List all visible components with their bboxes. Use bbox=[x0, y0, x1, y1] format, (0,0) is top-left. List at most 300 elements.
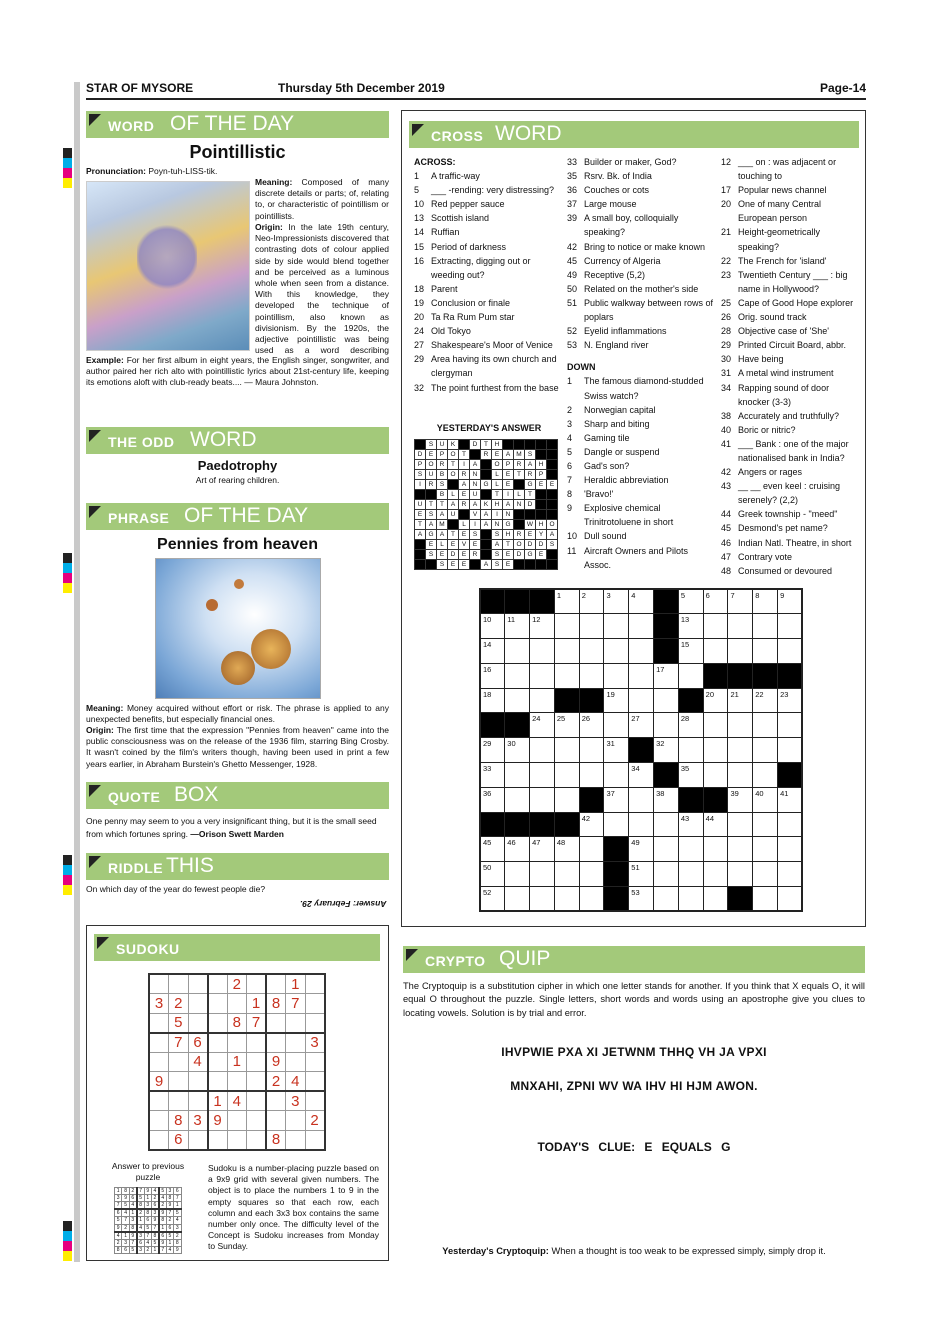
sudoku-cell: 5 bbox=[151, 1239, 158, 1246]
crossword-cell[interactable] bbox=[728, 887, 753, 912]
crossword-cell[interactable] bbox=[778, 862, 803, 887]
yesterday-cell: T bbox=[426, 500, 437, 510]
sudoku-cell: 4 bbox=[122, 1209, 129, 1217]
sudoku-cell bbox=[286, 1033, 306, 1053]
yesterday-cell: A bbox=[481, 560, 492, 570]
sudoku-cell bbox=[247, 1072, 267, 1092]
sudoku-cell bbox=[305, 994, 325, 1014]
crossword-cell[interactable]: 12 bbox=[530, 614, 555, 639]
crossword-cell[interactable]: 21 bbox=[728, 688, 753, 713]
color-mark bbox=[63, 855, 72, 895]
crossword-cell[interactable] bbox=[629, 787, 654, 812]
crossword-cell[interactable] bbox=[579, 614, 604, 639]
phrase-band: PHRASE OF THE DAY bbox=[86, 503, 389, 530]
crossword-cell[interactable]: 2 bbox=[579, 589, 604, 614]
crossword-cell[interactable] bbox=[753, 738, 778, 763]
crossword-cell[interactable] bbox=[753, 887, 778, 912]
crossword-cell[interactable] bbox=[480, 713, 505, 738]
crossword-cell[interactable] bbox=[505, 639, 530, 664]
crossword-cell[interactable] bbox=[703, 862, 728, 887]
crossword-cell[interactable]: 19 bbox=[604, 688, 629, 713]
clue-item: 35 Rsrv. Bk. of India bbox=[567, 171, 652, 182]
crossword-cell[interactable] bbox=[753, 763, 778, 788]
sudoku-cell bbox=[266, 974, 286, 994]
crossword-cell[interactable]: 28 bbox=[678, 713, 703, 738]
sudoku-cell bbox=[247, 974, 267, 994]
yesterday-cell: N bbox=[514, 500, 525, 510]
yesterday-cell bbox=[503, 440, 514, 450]
yesterday-cell bbox=[514, 520, 525, 530]
sudoku-cell bbox=[305, 1052, 325, 1072]
crossword-cell[interactable] bbox=[530, 589, 555, 614]
crossword-cell[interactable] bbox=[579, 763, 604, 788]
crossword-cell[interactable] bbox=[604, 887, 629, 912]
yesterday-cell: N bbox=[492, 520, 503, 530]
crossword-cell[interactable]: 46 bbox=[505, 837, 530, 862]
clue-item: 45 Currency of Algeria bbox=[567, 255, 661, 266]
crossword-cell[interactable] bbox=[505, 887, 530, 912]
cryptoquip-line-1: IHVPWIE PXA XI JETWNM THHQ VH JA VPXI bbox=[501, 1045, 767, 1059]
crossword-cell[interactable] bbox=[753, 862, 778, 887]
clue-item: 48 Consumed or devoured bbox=[721, 565, 833, 576]
yesterday-cell: A bbox=[448, 500, 459, 510]
crossword-cell[interactable] bbox=[505, 787, 530, 812]
sudoku-cell bbox=[169, 1091, 189, 1111]
crossword-cell[interactable] bbox=[554, 862, 579, 887]
crossword-cell[interactable] bbox=[778, 763, 803, 788]
crossword-cell[interactable] bbox=[530, 787, 555, 812]
sudoku-cell bbox=[208, 1052, 228, 1072]
crossword-cell[interactable] bbox=[629, 639, 654, 664]
crossword-cell[interactable] bbox=[505, 688, 530, 713]
crossword-cell[interactable]: 13 bbox=[678, 614, 703, 639]
yesterday-cell: G bbox=[481, 480, 492, 490]
clue-item: 6 Gad's son? bbox=[567, 460, 630, 471]
crossword-cell[interactable] bbox=[728, 738, 753, 763]
crossword-cell[interactable] bbox=[753, 812, 778, 837]
yesterday-cell: T bbox=[448, 460, 459, 470]
yesterday-cell: E bbox=[437, 550, 448, 560]
crossword-cell[interactable] bbox=[703, 614, 728, 639]
yesterday-cell: E bbox=[492, 450, 503, 460]
yesterday-cell: E bbox=[503, 480, 514, 490]
crossword-cell[interactable]: 30 bbox=[505, 738, 530, 763]
sudoku-cell: 7 bbox=[122, 1217, 129, 1224]
crossword-cell[interactable]: 50 bbox=[480, 862, 505, 887]
sudoku-cell: 1 bbox=[151, 1246, 158, 1253]
sudoku-cell: 9 bbox=[129, 1232, 136, 1240]
crossword-cell[interactable]: 6 bbox=[703, 589, 728, 614]
crossword-cell[interactable] bbox=[604, 763, 629, 788]
yesterday-cell bbox=[514, 480, 525, 490]
yesterday-cell: D bbox=[514, 550, 525, 560]
crossword-cell[interactable] bbox=[579, 887, 604, 912]
crossword-cell[interactable] bbox=[604, 663, 629, 688]
yesterday-cell: A bbox=[437, 530, 448, 540]
crossword-cell[interactable] bbox=[629, 614, 654, 639]
yesterday-cell: M bbox=[437, 520, 448, 530]
sudoku-cell: 3 bbox=[129, 1217, 136, 1224]
crossword-cell[interactable]: 47 bbox=[530, 837, 555, 862]
crossword-cell[interactable] bbox=[604, 713, 629, 738]
sudoku-cell: 2 bbox=[151, 1195, 158, 1202]
crossword-cell[interactable] bbox=[728, 614, 753, 639]
clue-item: 13 Scottish island bbox=[414, 213, 490, 224]
sudoku-cell bbox=[188, 1013, 208, 1033]
crossword-cell[interactable] bbox=[753, 837, 778, 862]
crossword-cell[interactable] bbox=[678, 862, 703, 887]
crossword-cell[interactable]: 45 bbox=[480, 837, 505, 862]
crossword-cell[interactable] bbox=[530, 763, 555, 788]
yesterday-cell bbox=[547, 440, 558, 450]
sudoku-prev-label: Answer to previous puzzle bbox=[111, 1161, 185, 1183]
crossword-cell[interactable] bbox=[579, 787, 604, 812]
crossword-cell[interactable] bbox=[530, 887, 555, 912]
odd-word: Paedotrophy bbox=[197, 458, 278, 473]
crossword-cell[interactable] bbox=[554, 614, 579, 639]
crossword-cell[interactable]: 44 bbox=[703, 812, 728, 837]
crossword-cell[interactable]: 10 bbox=[480, 614, 505, 639]
crossword-cell[interactable]: 17 bbox=[654, 663, 679, 688]
clue-item: 12 ___ on : was adjacent or touching to bbox=[721, 157, 837, 182]
crossword-cell[interactable]: 20 bbox=[703, 688, 728, 713]
crossword-cell[interactable]: 14 bbox=[480, 639, 505, 664]
crossword-cell[interactable] bbox=[778, 887, 803, 912]
clue-item: 29 Printed Circuit Board, abbr. bbox=[721, 340, 847, 351]
sudoku-cell: 3 bbox=[137, 1246, 144, 1253]
sudoku-cell: 7 bbox=[159, 1246, 166, 1253]
sudoku-cell bbox=[305, 1091, 325, 1111]
crossword-cell[interactable]: 16 bbox=[480, 663, 505, 688]
clue-item: 11 Aircraft Owners and Pilots Assoc. bbox=[567, 545, 689, 570]
crossword-cell[interactable]: 22 bbox=[753, 688, 778, 713]
cryptoquip-intro: The Cryptoquip is a substitution cipher in which one letter stands for another. If you think that X equals O, it will equal O throughout the puzzle. Single letters, short words and words using an apostrophe give you clues to locating vowels. Solution is by trial and error. bbox=[403, 981, 865, 1018]
yesterday-cell: A bbox=[481, 510, 492, 520]
crossword-cell[interactable] bbox=[554, 639, 579, 664]
crossword-cell[interactable] bbox=[703, 763, 728, 788]
sudoku-cell bbox=[227, 1111, 247, 1131]
clue-item: 33 Builder or maker, God? bbox=[567, 157, 677, 167]
crossword-cell[interactable] bbox=[753, 639, 778, 664]
crossword-cell[interactable]: 26 bbox=[579, 713, 604, 738]
crossword-cell[interactable] bbox=[505, 713, 530, 738]
crossword-cell[interactable] bbox=[579, 663, 604, 688]
crossword-cell[interactable] bbox=[554, 887, 579, 912]
yesterday-cell: D bbox=[525, 500, 536, 510]
cryptoquip-band: CRYPTO QUIP bbox=[403, 946, 865, 973]
crossword-cell[interactable] bbox=[703, 787, 728, 812]
crossword-cell[interactable] bbox=[654, 688, 679, 713]
clue-item: 25 Cape of Good Hope explorer bbox=[721, 297, 854, 308]
yesterday-cell: I bbox=[503, 490, 514, 500]
sudoku-cell bbox=[149, 1052, 169, 1072]
crossword-cell[interactable] bbox=[778, 614, 803, 639]
crossword-cell[interactable] bbox=[778, 639, 803, 664]
sudoku-cell: 6 bbox=[122, 1246, 129, 1253]
yesterday-cell bbox=[525, 510, 536, 520]
sudoku-cell: 9 bbox=[151, 1217, 158, 1224]
crossword-cell[interactable] bbox=[703, 738, 728, 763]
crossword-cell[interactable]: 11 bbox=[505, 614, 530, 639]
crossword-cell[interactable] bbox=[505, 862, 530, 887]
yesterday-cell: T bbox=[415, 520, 426, 530]
crossword-cell[interactable] bbox=[530, 663, 555, 688]
yesterday-cell: B bbox=[437, 470, 448, 480]
yesterday-cell: E bbox=[426, 450, 437, 460]
yesterday-cell: A bbox=[525, 460, 536, 470]
crossword-cell[interactable] bbox=[579, 738, 604, 763]
crossword-cell[interactable]: 7 bbox=[728, 589, 753, 614]
sudoku-cell: 8 bbox=[266, 994, 286, 1014]
crossword-cell[interactable] bbox=[703, 639, 728, 664]
crossword-cell[interactable] bbox=[579, 688, 604, 713]
crossword-cell[interactable]: 23 bbox=[778, 688, 803, 713]
crossword-cell[interactable]: 40 bbox=[753, 787, 778, 812]
crossword-cell[interactable] bbox=[654, 763, 679, 788]
clue-item: 51 Public walkway between rows of poplars bbox=[567, 297, 714, 323]
yesterday-cell bbox=[481, 550, 492, 560]
yesterday-cell: U bbox=[426, 470, 437, 480]
sudoku-cell bbox=[149, 1033, 169, 1053]
yesterday-cell: U bbox=[470, 490, 481, 500]
yesterday-cell: T bbox=[459, 450, 470, 460]
crossword-cell[interactable] bbox=[654, 837, 679, 862]
yesterday-cell: A bbox=[426, 520, 437, 530]
crossword-cell[interactable]: 51 bbox=[629, 862, 654, 887]
crossword-cell[interactable] bbox=[678, 887, 703, 912]
crossword-cell[interactable]: 15 bbox=[678, 639, 703, 664]
clue-item: 30 Have being bbox=[721, 354, 784, 365]
yesterday-cell bbox=[536, 510, 547, 520]
crossword-cell[interactable] bbox=[728, 812, 753, 837]
crossword-cell[interactable] bbox=[728, 862, 753, 887]
yesterday-cell: A bbox=[492, 540, 503, 550]
crossword-cell[interactable]: 34 bbox=[629, 763, 654, 788]
sudoku-cell: 8 bbox=[137, 1202, 144, 1210]
crossword-cell[interactable] bbox=[728, 763, 753, 788]
crossword-cell[interactable] bbox=[753, 614, 778, 639]
crossword-cell[interactable]: 18 bbox=[480, 688, 505, 713]
crossword-cell[interactable] bbox=[654, 614, 679, 639]
sudoku-cell: 5 bbox=[129, 1246, 136, 1253]
crossword-cell[interactable] bbox=[530, 738, 555, 763]
crossword-cell[interactable]: 5 bbox=[678, 589, 703, 614]
crossword-cell[interactable] bbox=[629, 738, 654, 763]
sudoku-cell: 1 bbox=[115, 1188, 122, 1195]
crossword-cell[interactable] bbox=[778, 738, 803, 763]
yesterday-cell: E bbox=[547, 480, 558, 490]
yesterday-cell: H bbox=[492, 440, 503, 450]
crossword-cell[interactable] bbox=[728, 837, 753, 862]
clue-item: 9 Explosive chemical Trinitrotoluene in short bbox=[567, 503, 674, 528]
crossword-cell[interactable]: 25 bbox=[554, 713, 579, 738]
crossword-cell[interactable]: 1 bbox=[554, 589, 579, 614]
word-meaning: Meaning: Composed of many discrete details or parts; of, relating to, or characteristic of pointillism or pointillists. bbox=[255, 177, 389, 221]
crossword-cell[interactable] bbox=[554, 738, 579, 763]
yesterday-crossword-grid bbox=[414, 439, 558, 570]
crossword-cell[interactable]: 52 bbox=[480, 887, 505, 912]
crossword-cell[interactable] bbox=[778, 837, 803, 862]
crossword-cell[interactable] bbox=[654, 589, 679, 614]
sudoku-cell: 9 bbox=[159, 1239, 166, 1246]
crossword-cell[interactable] bbox=[604, 614, 629, 639]
sudoku-cell: 6 bbox=[159, 1232, 166, 1240]
sudoku-cell bbox=[247, 1052, 267, 1072]
crossword-cell[interactable]: 4 bbox=[629, 589, 654, 614]
clue-item: 20 Ta Ra Rum Pum star bbox=[414, 312, 515, 323]
crossword-cell[interactable] bbox=[654, 862, 679, 887]
crossword-cell[interactable] bbox=[530, 812, 555, 837]
sudoku-cell: 8 bbox=[144, 1209, 151, 1217]
crossword-cell[interactable] bbox=[654, 639, 679, 664]
clue-item: 32 The point furthest from the base bbox=[414, 382, 559, 393]
crossword-cell[interactable] bbox=[554, 663, 579, 688]
crossword-cell[interactable] bbox=[703, 663, 728, 688]
crossword-cell[interactable] bbox=[778, 812, 803, 837]
crossword-cell[interactable] bbox=[579, 862, 604, 887]
crossword-cell[interactable]: 37 bbox=[604, 787, 629, 812]
crossword-cell[interactable] bbox=[579, 837, 604, 862]
crossword-cell[interactable] bbox=[554, 763, 579, 788]
sudoku-cell: 1 bbox=[247, 994, 267, 1014]
crossword-cell[interactable] bbox=[579, 639, 604, 664]
clue-item: 42 Bring to notice or make known bbox=[567, 241, 706, 252]
yesterday-cell: G bbox=[525, 480, 536, 490]
crossword-cell[interactable] bbox=[728, 713, 753, 738]
crossword-cell[interactable]: 32 bbox=[654, 738, 679, 763]
yesterday-cell bbox=[547, 470, 558, 480]
crossword-cell[interactable] bbox=[629, 688, 654, 713]
crossword-cell[interactable]: 43 bbox=[678, 812, 703, 837]
crossword-cell[interactable] bbox=[678, 787, 703, 812]
sudoku-cell bbox=[208, 974, 228, 994]
sudoku-cell: 4 bbox=[137, 1224, 144, 1232]
crossword-cell[interactable] bbox=[480, 812, 505, 837]
crossword-cell[interactable]: 49 bbox=[629, 837, 654, 862]
crossword-cell[interactable]: 35 bbox=[678, 763, 703, 788]
yesterday-cell: E bbox=[459, 560, 470, 570]
yesterday-cell bbox=[481, 530, 492, 540]
crossword-cell[interactable]: 24 bbox=[530, 713, 555, 738]
crossword-cell[interactable]: 33 bbox=[480, 763, 505, 788]
yesterday-cell bbox=[415, 540, 426, 550]
yesterday-cell: S bbox=[426, 440, 437, 450]
crossword-cell[interactable]: 27 bbox=[629, 713, 654, 738]
crossword-cell[interactable]: 8 bbox=[753, 589, 778, 614]
clue-item: 27 Shakespeare's Moor of Venice bbox=[414, 340, 553, 351]
sudoku-cell: 9 bbox=[159, 1209, 166, 1217]
sudoku-cell: 7 bbox=[137, 1188, 144, 1195]
yesterday-cell: E bbox=[525, 530, 536, 540]
crossword-cell[interactable] bbox=[678, 688, 703, 713]
yesterday-cell bbox=[547, 450, 558, 460]
crossword-cell[interactable] bbox=[703, 837, 728, 862]
crossword-cell[interactable] bbox=[629, 812, 654, 837]
crossword-cell[interactable]: 48 bbox=[554, 837, 579, 862]
yesterday-cell: R bbox=[514, 530, 525, 540]
yesterday-cell: E bbox=[459, 490, 470, 500]
crossword-cell[interactable]: 31 bbox=[604, 738, 629, 763]
crossword-cell[interactable] bbox=[678, 738, 703, 763]
sudoku-cell: 4 bbox=[188, 1052, 208, 1072]
sudoku-cell: 3 bbox=[122, 1239, 129, 1246]
crossword-cell[interactable] bbox=[753, 663, 778, 688]
crossword-cell[interactable] bbox=[505, 812, 530, 837]
yesterday-cell bbox=[415, 550, 426, 560]
crossword-cell[interactable] bbox=[703, 887, 728, 912]
yesterday-cell bbox=[448, 480, 459, 490]
crossword-cell[interactable] bbox=[530, 688, 555, 713]
crossword-cell[interactable]: 29 bbox=[480, 738, 505, 763]
clue-item: 49 Receptive (5,2) bbox=[567, 269, 646, 280]
crossword-cell[interactable] bbox=[753, 713, 778, 738]
crossword-cell[interactable] bbox=[530, 639, 555, 664]
crossword-grid bbox=[479, 588, 803, 912]
crossword-cell[interactable] bbox=[728, 639, 753, 664]
crossword-cell[interactable] bbox=[778, 663, 803, 688]
crossword-cell[interactable] bbox=[505, 763, 530, 788]
yesterday-cell bbox=[415, 440, 426, 450]
clue-item: 37 Large mouse bbox=[567, 199, 637, 210]
crossword-cell[interactable] bbox=[554, 688, 579, 713]
crossword-cell[interactable] bbox=[728, 663, 753, 688]
yesterday-cell bbox=[536, 500, 547, 510]
crossword-cell[interactable] bbox=[530, 862, 555, 887]
crossword-cell[interactable] bbox=[505, 589, 530, 614]
crossword-cell[interactable]: 3 bbox=[604, 589, 629, 614]
sudoku-cell: 2 bbox=[166, 1217, 173, 1224]
crossword-cell[interactable]: 38 bbox=[654, 787, 679, 812]
sudoku-cell bbox=[208, 1013, 228, 1033]
crossword-cell[interactable] bbox=[629, 663, 654, 688]
sudoku-cell: 3 bbox=[149, 994, 169, 1014]
yesterday-cell bbox=[448, 520, 459, 530]
crossword-cell[interactable] bbox=[778, 713, 803, 738]
crossword-cell[interactable] bbox=[480, 589, 505, 614]
crossword-cell[interactable] bbox=[604, 837, 629, 862]
clue-item: 34 Rapping sound of door knocker (3-3) bbox=[721, 382, 830, 407]
crossword-cell[interactable] bbox=[554, 812, 579, 837]
sudoku-cell: 6 bbox=[188, 1033, 208, 1053]
sudoku-grid bbox=[148, 973, 326, 1151]
crossword-cell[interactable]: 42 bbox=[579, 812, 604, 837]
crossword-cell[interactable] bbox=[604, 639, 629, 664]
sudoku-cell: 2 bbox=[144, 1246, 151, 1253]
yesterday-cell bbox=[514, 560, 525, 570]
crossword-cell[interactable]: 41 bbox=[778, 787, 803, 812]
crossword-cell[interactable] bbox=[604, 862, 629, 887]
crossword-cell[interactable] bbox=[678, 663, 703, 688]
crossword-cell[interactable] bbox=[678, 837, 703, 862]
crossword-cell[interactable]: 53 bbox=[629, 887, 654, 912]
crossword-cell[interactable] bbox=[505, 663, 530, 688]
crossword-cell[interactable]: 39 bbox=[728, 787, 753, 812]
yesterday-cell: L bbox=[437, 540, 448, 550]
yesterday-cell: N bbox=[503, 510, 514, 520]
sudoku-cell: 2 bbox=[115, 1239, 122, 1246]
clue-item: 31 A metal wind instrument bbox=[721, 368, 834, 379]
crossword-cell[interactable]: 36 bbox=[480, 787, 505, 812]
crossword-cell[interactable] bbox=[703, 713, 728, 738]
sudoku-cell: 5 bbox=[122, 1202, 129, 1210]
crossword-cell[interactable] bbox=[554, 787, 579, 812]
crossword-cell[interactable] bbox=[654, 812, 679, 837]
crossword-cell[interactable] bbox=[604, 812, 629, 837]
crossword-cell[interactable] bbox=[654, 713, 679, 738]
crossword-cell[interactable] bbox=[654, 887, 679, 912]
yesterday-cell bbox=[547, 510, 558, 520]
crossword-cell[interactable]: 9 bbox=[778, 589, 803, 614]
